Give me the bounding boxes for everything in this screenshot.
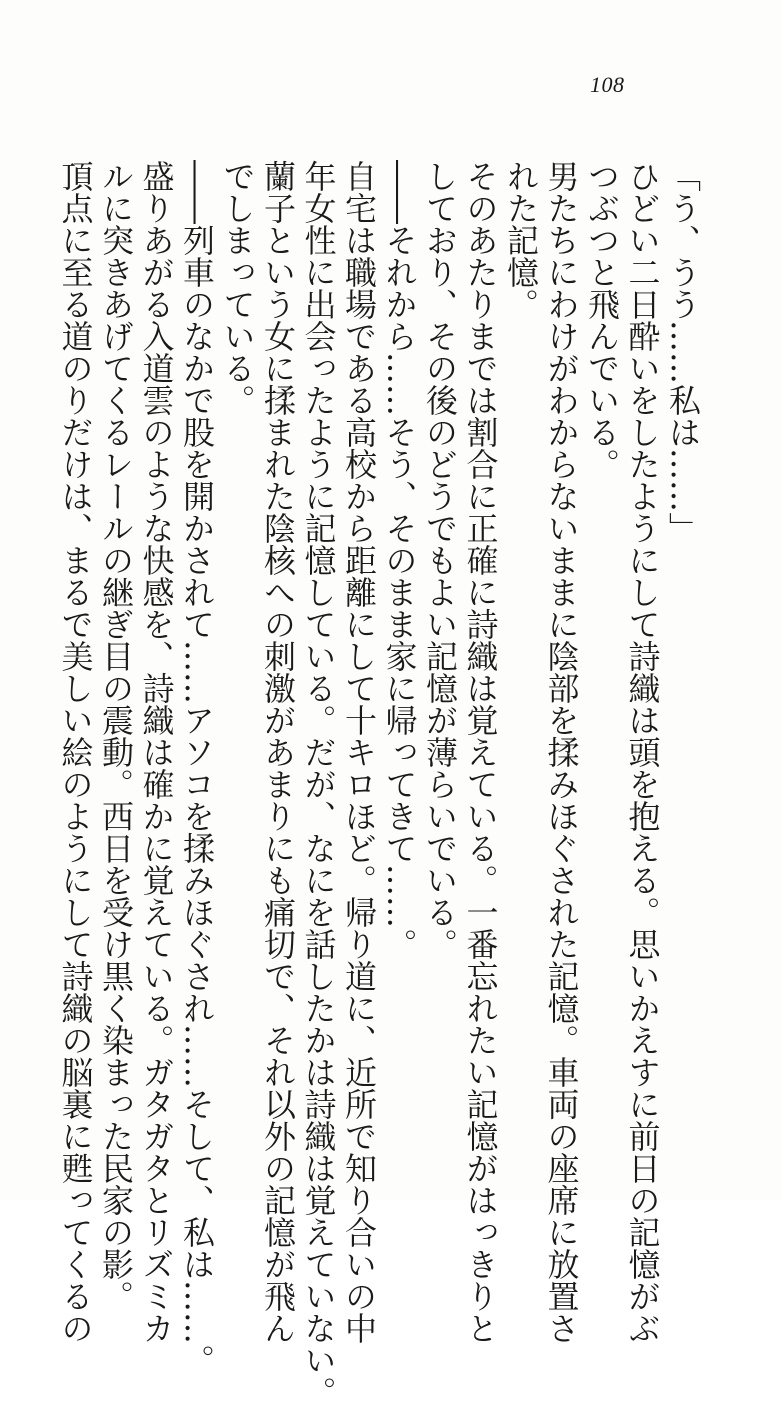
- text-line: 男たちにわけがわからないままに陰部を揉みほぐされた記憶。車両の座席に放置さ: [542, 160, 581, 1344]
- text-line: れた記憶。: [502, 160, 540, 320]
- text-line: ひどい二日酔いをしたようにして詩織は頭を抱える。思いかえすに前日の記憶がぶ: [623, 160, 662, 1344]
- text-line: つぶつと飛んでいる。: [583, 160, 621, 480]
- text-line: でしまっている。: [218, 160, 257, 416]
- text-line: 自宅は職場である高校から距離にして十キロほど。帰り道に、近所で知り合いの中: [340, 160, 378, 1344]
- vertical-text-body: [56, 160, 703, 1408]
- text-line: 頂点に至る道のりだけは、まるで美しい絵のようにして詩織の脳裏に甦ってくるの: [56, 160, 95, 1344]
- text-line: 年女性に出会ったように記憶している。だが、なにを話したかは詩織は覚えていない。: [299, 160, 338, 1408]
- text-line: 蘭子という女に揉まれた陰核への刺激があまりにも痛切で、それ以外の記憶が飛ん: [259, 160, 297, 1344]
- text-line: そのあたりまでは割合に正確に詩織は覚えている。一番忘れたい記憶がはっきりと: [461, 160, 500, 1344]
- page-number: 108: [590, 72, 625, 97]
- text-line: ルに突きあげてくるレールの継ぎ目の震動。西日を受け黒く染まった民家の影。: [97, 160, 135, 1312]
- text-line: ――列車のなかで股を開かされて……アソコを揉みほぐされ……そして、私は……。: [178, 160, 216, 1376]
- text-line: 「う、うう……私は……」: [664, 160, 702, 544]
- text-line: 盛りあがる入道雲のような快感を、詩織は確かに覚えている。ガタガタとリズミカ: [137, 160, 176, 1344]
- text-line: ――それから……そう、そのまま家に帰ってきて……。: [380, 160, 419, 960]
- text-line: しており、その後のどうでもよい記憶が薄らいでいる。: [421, 160, 459, 960]
